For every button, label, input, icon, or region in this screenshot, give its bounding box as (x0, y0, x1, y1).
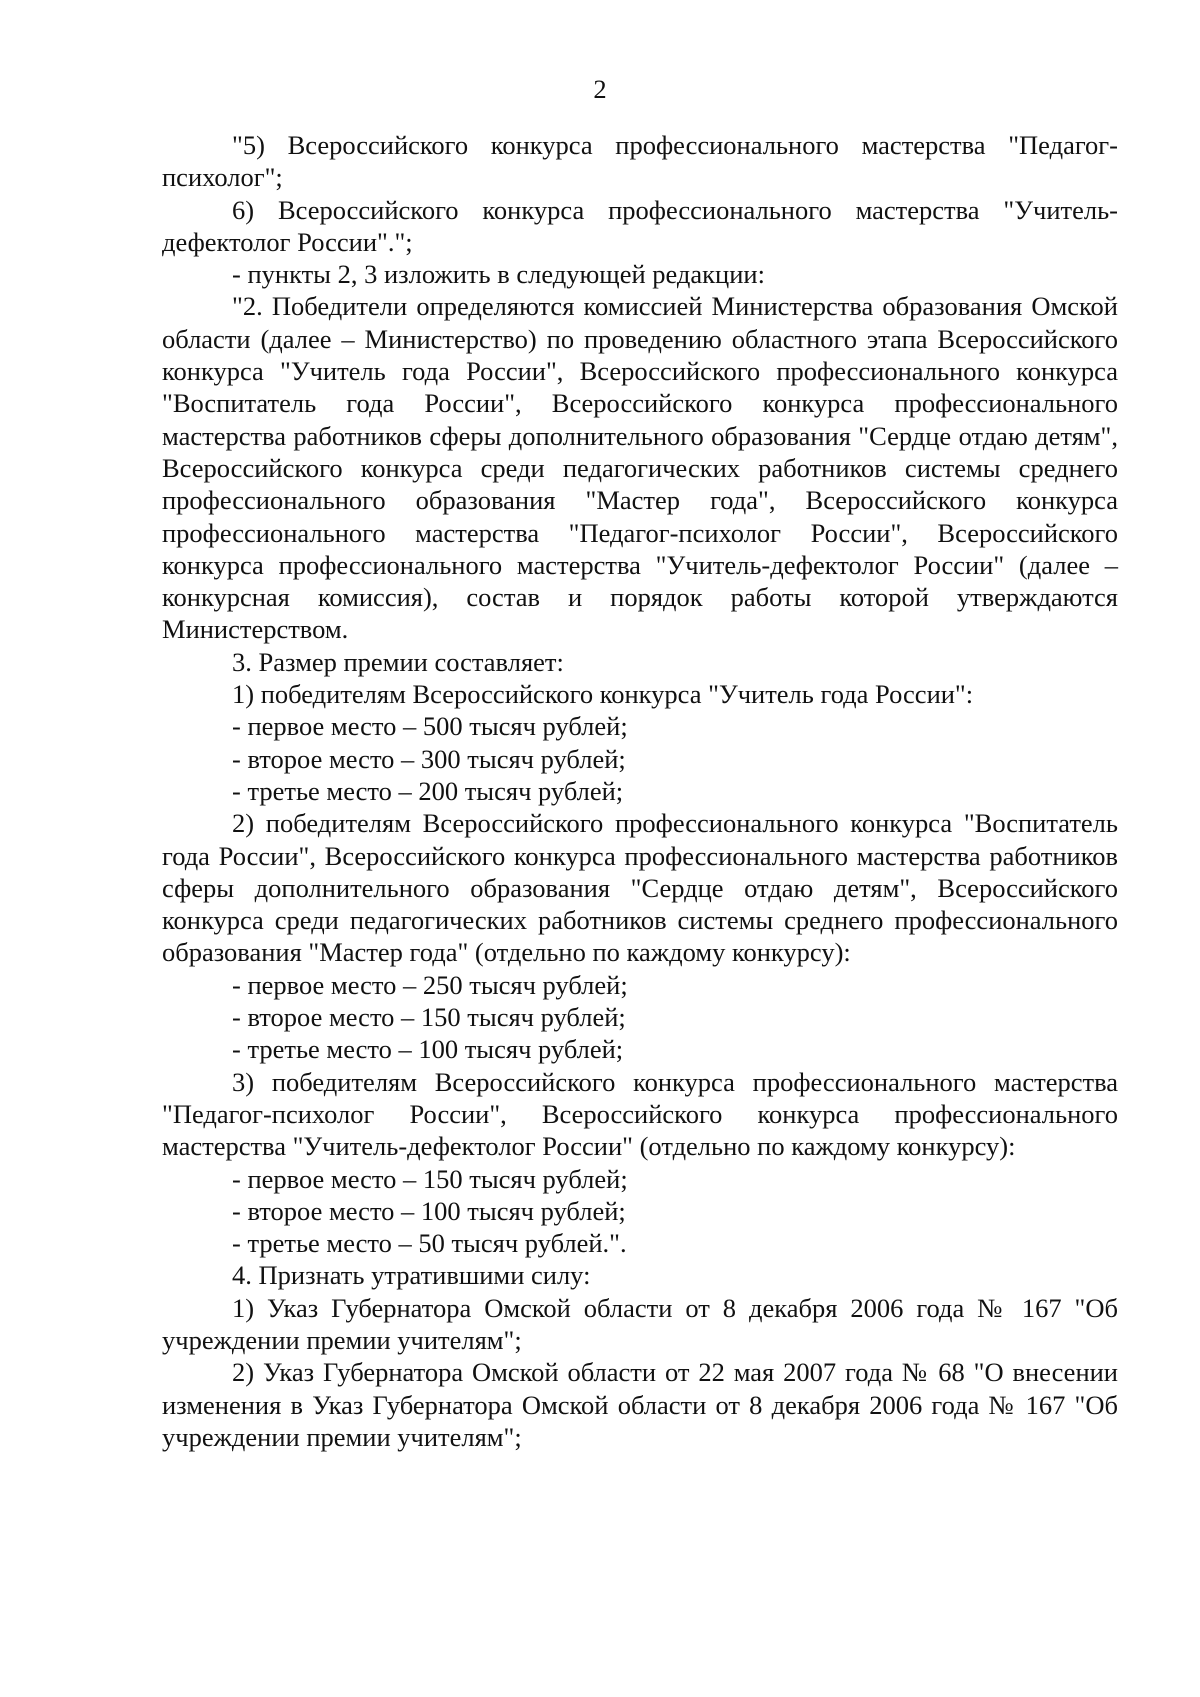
paragraph-subitem-1: 1) победителям Всероссийского конкурса "Учитель года России": (232, 679, 974, 710)
paragraph-subitem-2: 2) победителям Всероссийского профессионального конкурса "Воспитатель года России", Всероссийского конкурса профессионального мастерства работников сферы дополнительного образования "Сердце отдаю детям", Всероссийского конкурса среди педагогических работников системы среднего профессионального образования "Мастер года" (отдельно по каждому конкурсу): (162, 808, 1118, 968)
prize-line: - первое место – 250 тысяч рублей; (232, 969, 628, 1000)
prize-line: - первое место – 500 тысяч рублей; (232, 711, 628, 742)
document-body (162, 129, 1118, 1453)
prize-line: - третье место – 100 тысяч рублей; (232, 1034, 624, 1065)
paragraph-item-6: 6) Всероссийского конкурса профессионального мастерства "Учитель-дефектолог России"."; (162, 194, 1118, 257)
page-number: 2 (593, 74, 607, 104)
prize-line: - второе место – 300 тысяч рублей; (232, 743, 626, 774)
paragraph-point-3: 3. Размер премии составляет: (232, 646, 564, 677)
prize-line: - третье место – 200 тысяч рублей; (232, 775, 624, 806)
paragraph-item-5: "5) Всероссийского конкурса профессионального мастерства "Педагог-психолог"; (162, 130, 1118, 193)
paragraph-point-2: "2. Победители определяются комиссией Министерства образования Омской области (далее – Министерство) по проведению областного этапа Всероссийского конкурса "Учитель года России", Всероссийского профессионального конкурса "Воспитатель года России", Всероссийского конкурса профессионального мастерства работников сферы дополнительного образования "Сердце отдаю детям", Всероссийского конкурса среди педагогических работников системы среднего профессионального образования "Мастер года", Всероссийского конкурса профессионального мастерства "Педагог-психолог России", Всероссийского конкурса профессионального мастерства "Учитель-дефектолог России" (далее – конкурсная комиссия), состав и порядок работы которой утверждаются Министерством. (162, 291, 1118, 645)
prize-line: - второе место – 150 тысяч рублей; (232, 1002, 626, 1033)
paragraph-point-4: 4. Признать утратившими силу: (232, 1260, 591, 1291)
paragraph-repealed-decree-1: 1) Указ Губернатора Омской области от 8 декабря 2006 года № 167 "Об учреждении премии учителям"; (162, 1292, 1118, 1355)
paragraph-repealed-decree-2: 2) Указ Губернатора Омской области от 22 мая 2007 года № 68 "О внесении изменения в Указ Губернатора Омской области от 8 декабря 2006 года № 167 "Об учреждении премии учителям"; (162, 1357, 1118, 1452)
paragraph-subitem-3: 3) победителям Всероссийского конкурса профессионального мастерства "Педагог-психолог России", Всероссийского конкурса профессионального мастерства "Учитель-дефектолог России" (отдельно по каждому конкурсу): (162, 1066, 1118, 1162)
prize-line: - второе место – 100 тысяч рублей; (232, 1195, 626, 1226)
prize-line: - третье место – 50 тысяч рублей.". (232, 1228, 627, 1259)
paragraph-amend-points: - пункты 2, 3 изложить в следующей редакции: (232, 259, 765, 290)
prize-line: - первое место – 150 тысяч рублей; (232, 1163, 628, 1194)
